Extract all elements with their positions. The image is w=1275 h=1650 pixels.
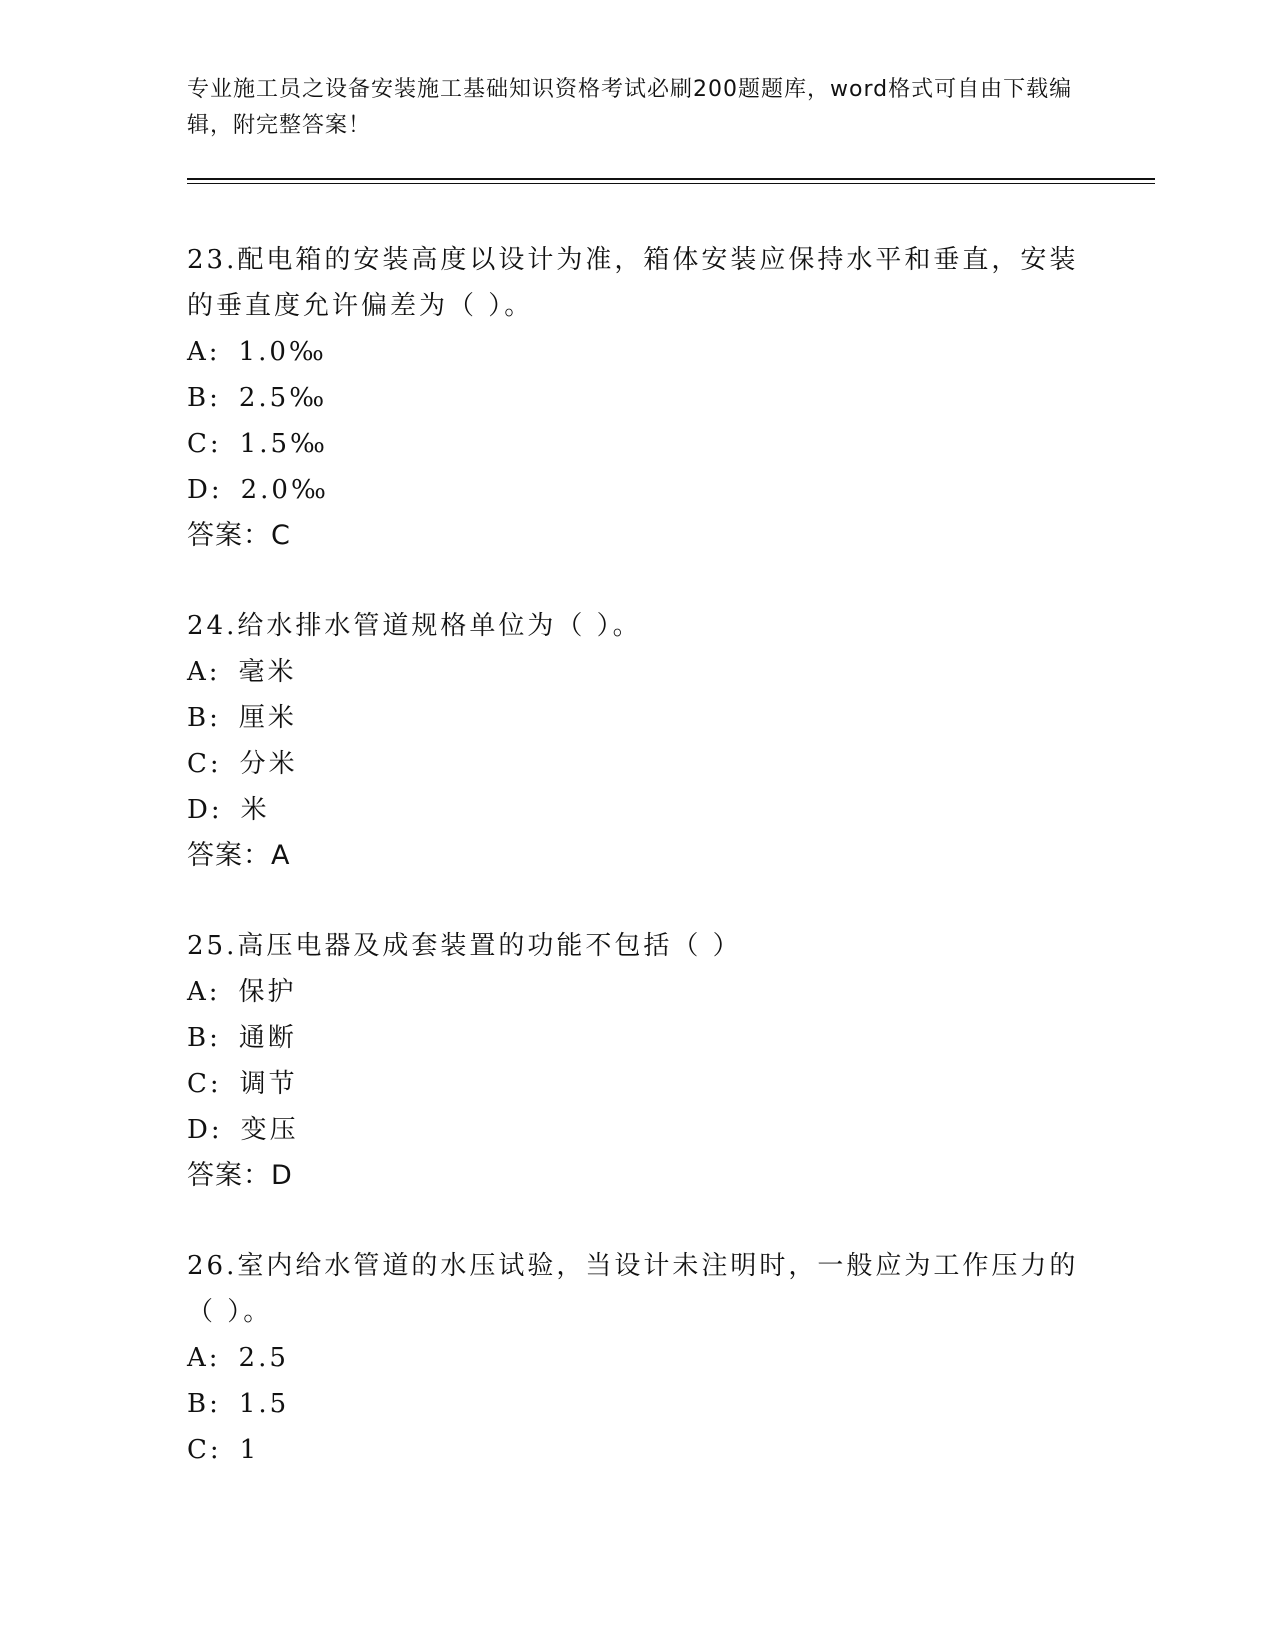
option-key: B: xyxy=(187,1389,221,1419)
question-23 xyxy=(187,237,1087,559)
option-value: 2.5 xyxy=(238,1343,289,1373)
answer-line: 答案：D xyxy=(187,1160,293,1191)
option-c xyxy=(187,1061,1087,1107)
question-26 xyxy=(187,1243,1087,1473)
option-key: C: xyxy=(187,429,222,459)
option-key: C: xyxy=(187,1069,222,1099)
option-key: C: xyxy=(187,749,222,779)
option-a xyxy=(187,649,1087,695)
option-value: 1.5 xyxy=(238,1389,290,1419)
option-value: 保护 xyxy=(238,977,297,1007)
question-text: 23.配电箱的安装高度以设计为准，箱体安装应保持水平和垂直，安装的垂直度允许偏差为（ ）。 xyxy=(187,245,1079,321)
header-rule-thin xyxy=(187,183,1155,184)
option-key: B: xyxy=(187,703,221,733)
option-a xyxy=(187,329,1087,375)
option-c xyxy=(187,741,1087,787)
option-key: A: xyxy=(187,1343,221,1373)
question-list xyxy=(187,237,1087,1517)
option-value: 通断 xyxy=(238,1023,297,1053)
option-value: 1.5‰ xyxy=(239,429,328,459)
answer-line: 答案：A xyxy=(187,840,291,871)
question-24 xyxy=(187,603,1087,879)
option-value: 2.0‰ xyxy=(240,475,329,505)
option-key: A: xyxy=(187,337,221,367)
option-value: 毫米 xyxy=(238,657,297,687)
question-text: 26.室内给水管道的水压试验，当设计未注明时，一般应为工作压力的（ ）。 xyxy=(187,1251,1079,1327)
option-value: 厘米 xyxy=(238,703,297,733)
option-b xyxy=(187,1381,1087,1427)
option-key: A: xyxy=(187,657,221,687)
option-value: 米 xyxy=(240,795,270,825)
option-value: 1 xyxy=(239,1435,260,1465)
option-key: D: xyxy=(187,475,223,505)
header-rule-thick xyxy=(187,178,1155,180)
answer-line: 答案：C xyxy=(187,520,291,551)
option-value: 变压 xyxy=(240,1115,299,1145)
option-b xyxy=(187,1015,1087,1061)
option-value: 1.0‰ xyxy=(238,337,327,367)
option-value: 分米 xyxy=(239,749,298,779)
option-key: D: xyxy=(187,1115,223,1145)
question-text: 25.高压电器及成套装置的功能不包括（ ） xyxy=(187,931,742,961)
option-d xyxy=(187,467,1087,513)
option-key: B: xyxy=(187,1023,221,1053)
option-d xyxy=(187,787,1087,833)
document-header: 专业施工员之设备安装施工基础知识资格考试必刷200题题库，word格式可自由下载编辑，附完整答案！ xyxy=(187,77,1073,138)
option-d xyxy=(187,1107,1087,1153)
option-c xyxy=(187,1427,1087,1473)
option-c xyxy=(187,421,1087,467)
option-key: D: xyxy=(187,795,223,825)
question-25 xyxy=(187,923,1087,1199)
option-value: 调节 xyxy=(239,1069,298,1099)
option-key: A: xyxy=(187,977,221,1007)
option-value: 2.5‰ xyxy=(238,383,328,413)
question-text: 24.给水排水管道规格单位为（ ）。 xyxy=(187,611,642,641)
option-key: C: xyxy=(187,1435,222,1465)
option-b xyxy=(187,375,1087,421)
option-b xyxy=(187,695,1087,741)
option-a xyxy=(187,1335,1087,1381)
option-a xyxy=(187,969,1087,1015)
option-key: B: xyxy=(187,383,221,413)
